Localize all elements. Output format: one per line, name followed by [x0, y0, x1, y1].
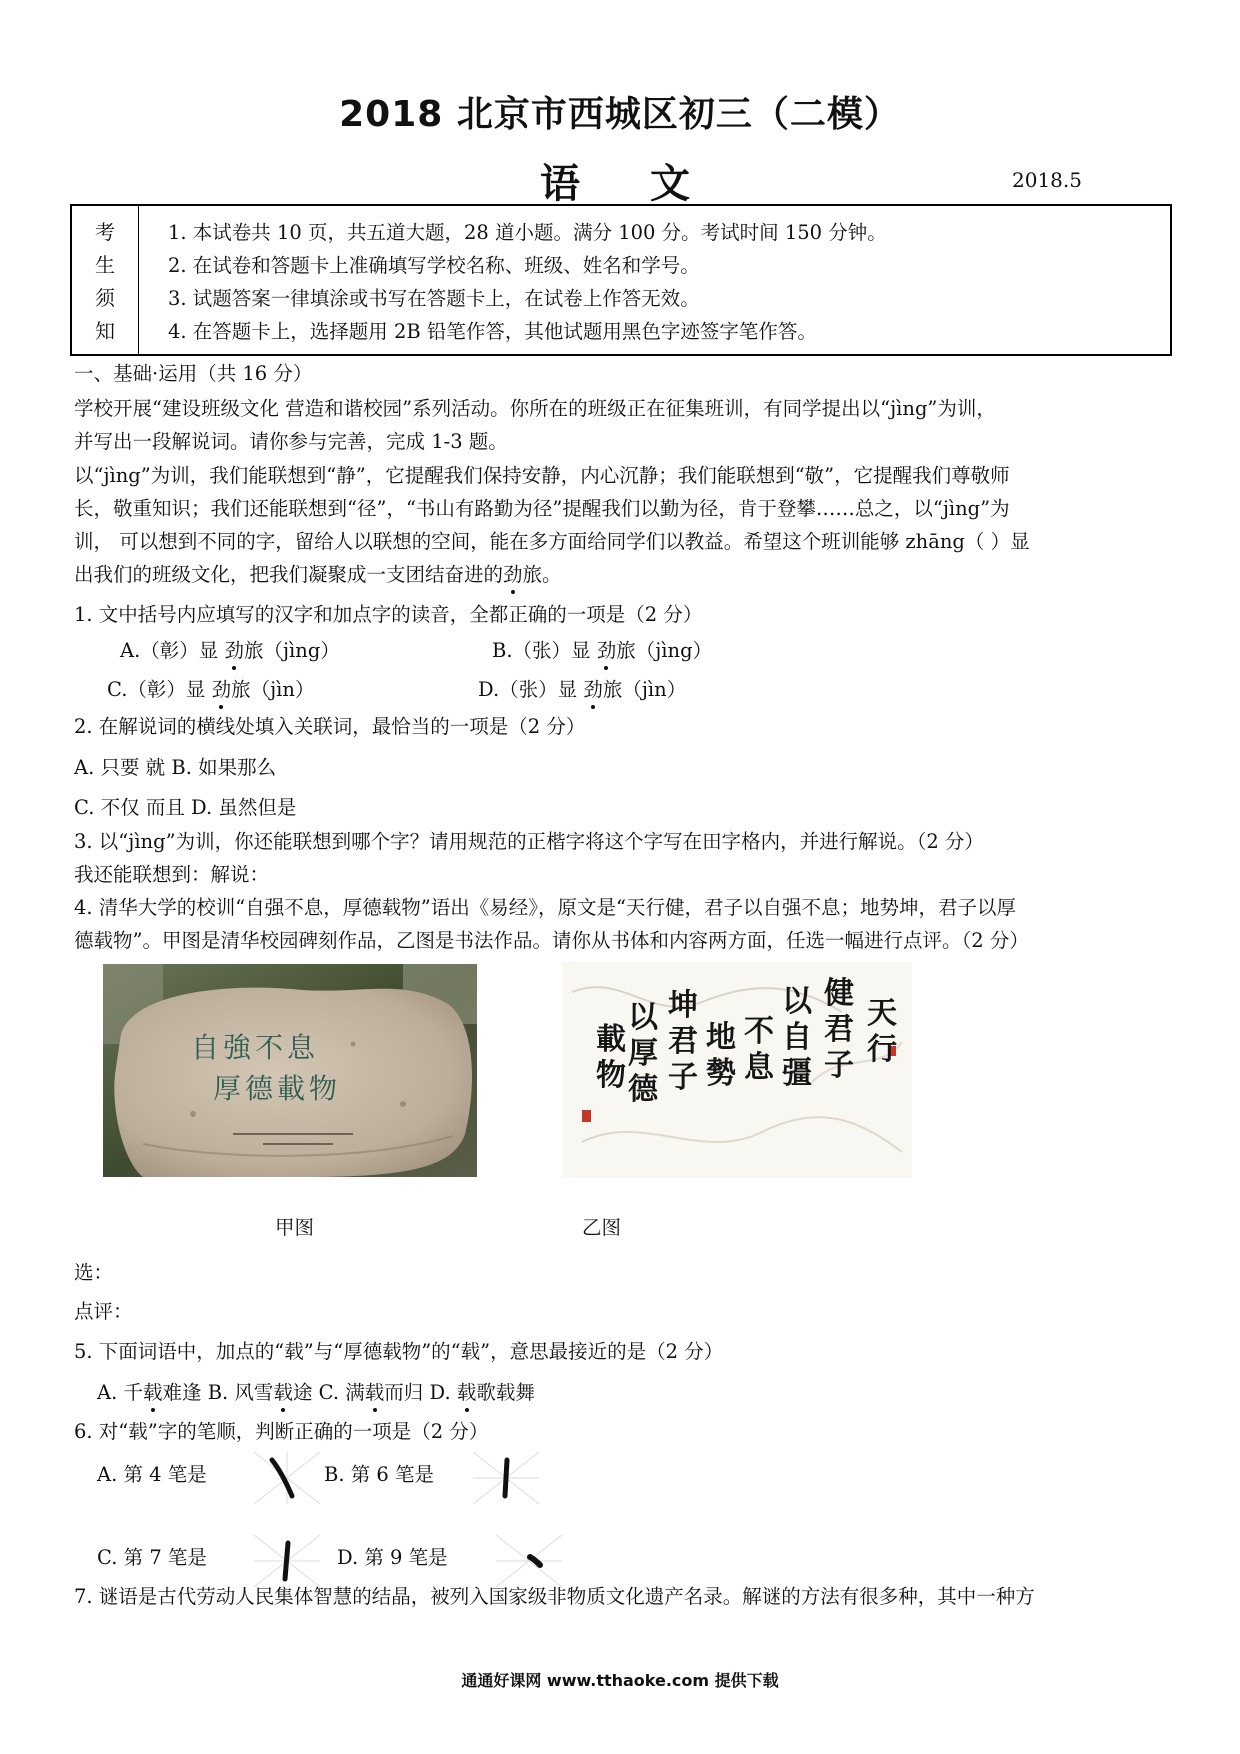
section-heading: 一、基础·运用（共 16 分）	[74, 362, 313, 385]
stroke-diagram-icon	[254, 1535, 320, 1587]
q1-option-d	[478, 680, 686, 700]
notice-side-char: 知	[95, 319, 115, 343]
stroke-diagram-icon	[473, 1452, 539, 1504]
dotted-char: 载	[273, 1381, 293, 1404]
option-text: B. 风雪	[207, 1381, 274, 1404]
dotted-char: 载	[364, 1381, 385, 1404]
passage-text: 出我们的班级文化，把我们凝聚成一支团结奋进的	[74, 563, 504, 586]
footer-text: 通通好课网 www.tthaoke.com 提供下载	[461, 1671, 779, 1690]
q3-answer-prompt: 我还能联想到：解说：	[74, 863, 270, 886]
intro-line: 并写出一段解说词。请你参与完善，完成 1-3 题。	[74, 430, 508, 453]
passage-line: 长，敬重知识；我们还能联想到“径”，“书山有路勤为径”提醒我们以勤为径，肯于登攀……总之，以“jìng”为	[74, 497, 1010, 520]
q1-option-a	[120, 641, 340, 661]
notice-item: 1. 本试卷共 10 页，共五道大题，28 道小题。满分 100 分。考试时间 150 分钟。	[168, 221, 887, 244]
option-text: D.	[429, 1381, 457, 1404]
comment-prompt: 点评：	[74, 1300, 133, 1323]
stone-text-line: 自強不息	[191, 1031, 320, 1064]
stone-inscription-photo	[103, 964, 477, 1177]
passage-text: 旅。	[522, 563, 562, 586]
stroke-diagram-icon	[254, 1452, 320, 1504]
dotted-char: 载	[456, 1381, 477, 1404]
exam-date: 2018.5	[1012, 168, 1082, 192]
q6-option-c: C. 第 7 笔是	[97, 1546, 207, 1569]
option-text: C.（彰）显	[107, 678, 212, 701]
option-text: 途	[292, 1381, 319, 1404]
dotted-char: 劲	[503, 563, 523, 586]
option-text: D.（张）显	[478, 678, 584, 701]
passage-line	[74, 565, 562, 585]
intro-line: 学校开展“建设班级文化 营造和谐校园”系列活动。你所在的班级正在征集班训，有同学提出以“jìng”为训，	[74, 397, 996, 420]
calligraphy-column: 以自彊	[782, 984, 812, 1091]
q5-options	[97, 1383, 535, 1403]
dotted-char: 劲	[583, 678, 603, 701]
seal-stamp	[582, 1110, 591, 1122]
caption-a: 甲图	[275, 1216, 315, 1239]
calligraphy-column: 以厚德	[628, 1000, 658, 1107]
choose-prompt: 选：	[74, 1261, 114, 1284]
stone-text-line: 厚德載物	[213, 1072, 342, 1105]
notice-item: 3. 试题答案一律填涂或书写在答题卡上，在试卷上作答无效。	[168, 287, 700, 310]
q6-option-b: B. 第 6 笔是	[324, 1463, 435, 1486]
calligraphy-artwork	[562, 962, 912, 1178]
question-2-stem: 2. 在解说词的横线处填入关联词，最恰当的一项是（2 分）	[74, 715, 586, 738]
dotted-char: 载	[142, 1381, 163, 1404]
question-4-stem: 4. 清华大学的校训“自强不息，厚德载物”语出《易经》，原文是“天行健，君子以自强不息；地势坤，君子以厚	[74, 896, 1016, 919]
caption-b: 乙图	[582, 1216, 622, 1239]
option-text: C. 满	[318, 1381, 365, 1404]
q2-options-cd: C. 不仅 而且 D. 虽然但是	[74, 796, 297, 819]
calligraphy-column: 不息	[744, 1014, 774, 1085]
notice-side-char: 考	[95, 220, 115, 244]
calligraphy-column: 天行	[867, 996, 897, 1067]
q6-option-a: A. 第 4 笔是	[97, 1463, 207, 1486]
passage-line: 训， 可以想到不同的字，留给人以联想的空间，能在多方面给同学们以教益。希望这个班训能够 zhāng（ ）显	[74, 530, 1030, 553]
dotted-char: 劲	[596, 639, 617, 662]
notice-item: 4. 在答题卡上，选择题用 2B 铅笔作答，其他试题用黑色字迹签字笔作答。	[168, 320, 817, 343]
notice-side-label	[72, 206, 139, 354]
question-1-stem: 1. 文中括号内应填写的汉字和加点字的读音，全都正确的一项是（2 分）	[74, 603, 703, 626]
calligraphy-column: 地勢	[706, 1020, 736, 1091]
q1-option-b	[492, 641, 712, 661]
notice-side-char: 须	[95, 286, 115, 310]
q1-option-c	[107, 680, 314, 700]
passage-line: 以“jìng”为训，我们能联想到“静”，它提醒我们保持安静，内心沉静；我们能联想到“敬”，它提醒我们尊敬师	[74, 464, 1010, 487]
option-text: 旅（jìn）	[602, 678, 687, 701]
q2-options-ab: A. 只要 就 B. 如果那么	[74, 756, 277, 779]
option-text: A.（彰）显	[120, 639, 225, 662]
page-title: 2018 北京市西城区初三（二模）	[339, 94, 901, 135]
option-text: 旅（jìn）	[231, 678, 315, 701]
option-text: 旅（jìng）	[616, 639, 713, 662]
subject-title: 语文	[540, 161, 760, 207]
dotted-char: 劲	[211, 678, 232, 701]
notice-side-char: 生	[95, 253, 115, 277]
notice-item: 2. 在试卷和答题卡上准确填写学校名称、班级、姓名和学号。	[168, 254, 700, 277]
calligraphy-column: 載物	[596, 1022, 626, 1093]
q6-option-d: D. 第 9 笔是	[337, 1546, 448, 1569]
exam-notice-box	[70, 204, 1172, 356]
option-text: A. 千	[97, 1381, 143, 1404]
question-3-stem: 3. 以“jìng”为训，你还能联想到哪个字？请用规范的正楷字将这个字写在田字格内，并进行解说。（2 分）	[74, 830, 984, 853]
question-4-stem: 德载物”。甲图是清华校园碑刻作品，乙图是书法作品。请你从书体和内容两方面，任选一幅进行点评。（2 分）	[74, 929, 1029, 952]
option-text: B.（张）显	[492, 639, 597, 662]
dotted-char: 劲	[224, 639, 244, 662]
option-text: 而归	[384, 1381, 430, 1404]
question-5-stem: 5. 下面词语中，加点的“载”与“厚德载物”的“载”，意思最接近的是（2 分）	[74, 1340, 724, 1363]
option-text: 难逢	[162, 1381, 208, 1404]
calligraphy-column: 健君子	[824, 976, 854, 1083]
question-7-stem: 7. 谜语是古代劳动人民集体智慧的结晶，被列入国家级非物质文化遗产名录。解谜的方法有很多种，其中一种方	[74, 1585, 1035, 1608]
question-6-stem: 6. 对“载”字的笔顺，判断正确的一项是（2 分）	[74, 1420, 489, 1443]
stroke-diagram-icon	[496, 1535, 562, 1587]
option-text: 歌载舞	[476, 1381, 535, 1404]
option-text: 旅（jìng）	[244, 639, 340, 662]
calligraphy-column: 坤君子	[668, 988, 698, 1095]
